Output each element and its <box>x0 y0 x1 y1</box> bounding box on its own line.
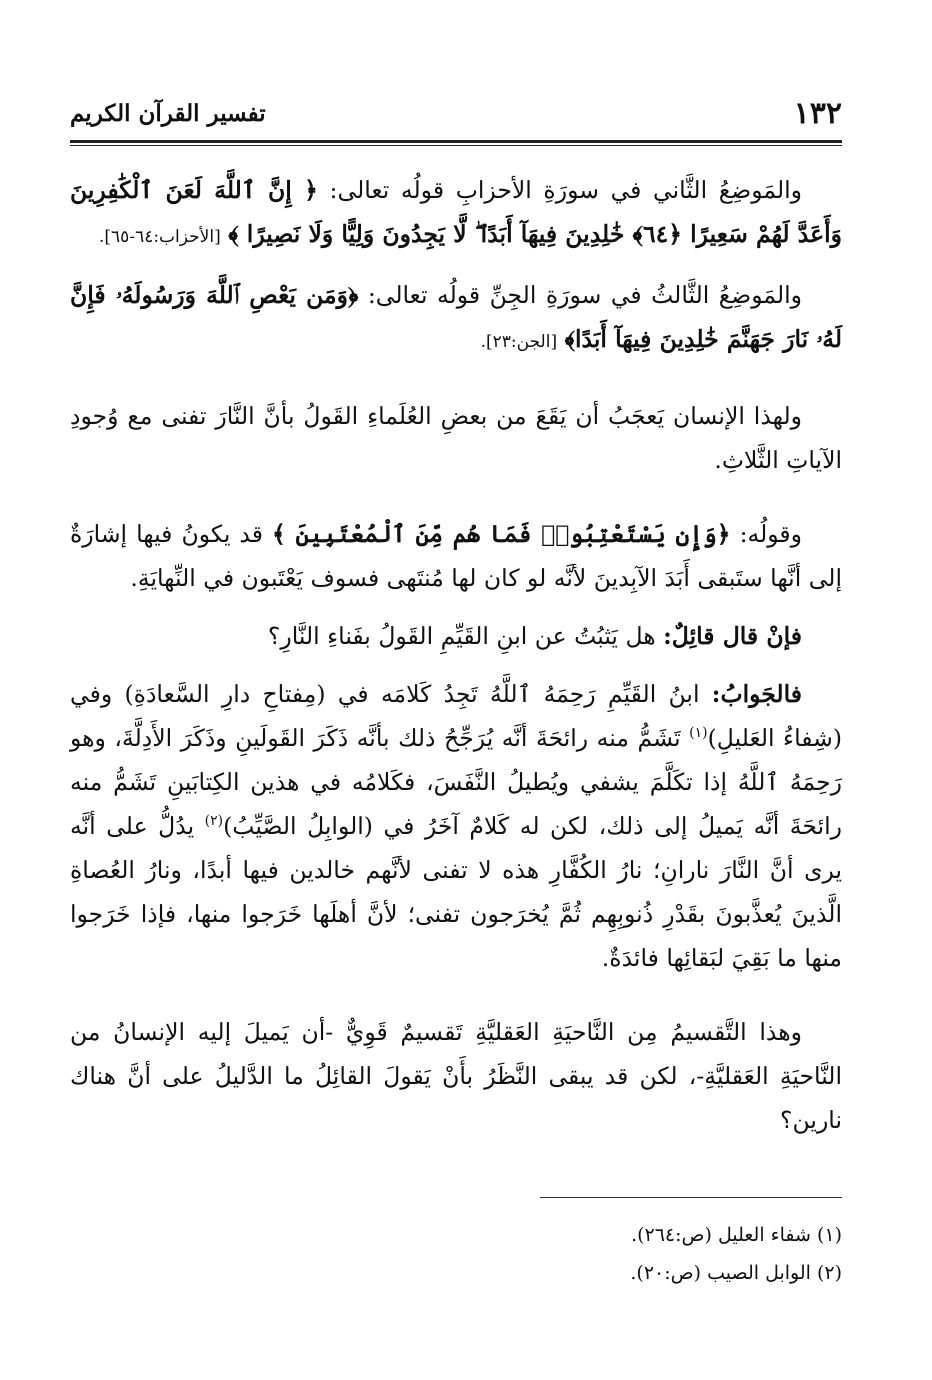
question-lead: فإنْ قال قائِلٌ: <box>663 622 802 650</box>
paragraph-text: ولهذا الإنسان يَعجَبُ أن يَقَعَ من بعضِ العُلَماءِ القَولُ بأنَّ النَّارَ تفنى مع وُجودِ الآياتِ الثَّلاثِ. <box>70 402 842 474</box>
quran-verse: ﴿وَمَن يَعْصِ ٱللَّهَ وَرَسُولَهُۥ فَإِنَّ لَهُۥ نَارَ جَهَنَّمَ خَٰلِدِينَ فِيهَآ أَبَدًا﴾ <box>70 281 842 353</box>
paragraph-text: وهذا التَّقسيمُ مِن النَّاحيَةِ العَقليَّةِ تَقسيمٌ قَوِيٌّ -أن يَميلَ إليه الإنسانُ من النَّاحيَةِ العَقليَّةِ-، لكن قد يبقى النَّظَرُ بأَنْ يَقولَ القائِلُ ما الدَّليلُ على أنَّ هناك نارين؟ <box>70 1018 842 1134</box>
header-rule <box>70 140 842 143</box>
answer-lead: فالجَوابُ: <box>711 680 802 708</box>
footnote-rule <box>540 1197 842 1198</box>
paragraph-text: يدُلُّ على أنَّه يرى أنَّ النَّارَ نارانِ؛ نارُ الكُفَّارِ هذه لا تفنى لأنَّهم خالدين فيها أبدًا، ونارُ العُصاةِ الَّذينَ يُعذَّبونَ بقَدْرِ ذُنوبِهِم ثُمَّ يُخرَجون تفنى؛ لأنَّ أهلَها خَرَجوا منها، فإذا خَرَجوا منها ما بَقِيَ لبَقائِها فائدَةٌ. <box>70 812 842 972</box>
paragraph-jinn <box>70 273 842 364</box>
paragraph-division <box>70 1010 842 1142</box>
paragraph-text: والمَوضِعُ الثَّالثُ في سورَةِ الجِنِّ قولُه تعالى: <box>358 281 802 309</box>
paragraph-ahzab <box>70 168 842 259</box>
footnote-2: (٢) الوابل الصيب (ص:٢٠). <box>630 1262 842 1284</box>
paragraph-yastatibu <box>70 512 842 600</box>
paragraph-text: قد يكونُ فيها إشارَةٌ إلى أنَّها ستَبقى أَبَدَ الآبِدينَ لأنَّه لو كان لها مُنتَهى فسوف يَعْتَبون في النِّهايَةِ. <box>70 520 842 592</box>
header-rule-thin <box>70 145 842 146</box>
paragraph-text: تَشَمُّ منه رائحَةَ أنَّه يُرَجِّحُ ذلك بأنَّه ذَكَرَ القَولَينِ وذَكَرَ الأَدِلَّةَ، وهو رَحِمَهُ ٱللَّهُ إذا تكَلَّمَ يشفي ويُطيلُ النَّفَسَ، فكَلامُه في هذين الكِتابَينِ تَشَمُّ منه رائحَةَ أنَّه يَميلُ إلى ذلك، لكن له كَلامٌ آخَرُ في (الوابِلُ الصَّيِّبُ) <box>70 724 842 840</box>
footnote-marker-1: (١) <box>689 725 708 742</box>
footnote-marker-2: (٢) <box>204 813 224 830</box>
page-header <box>70 96 842 138</box>
footnote-1: (١) شفاء العليل (ص:٢٦٤). <box>631 1224 842 1246</box>
verse-reference: [الجن:٢٣]. <box>480 332 558 352</box>
book-title: تفسير القرآن الكريم <box>70 100 266 127</box>
body-text <box>70 168 842 1156</box>
quran-verse: ﴿وَإِن يَسْتَعْتِبُوا۟ فَمَا هُم مِّنَ ٱلْمُعْتَبِينَ ﴾ <box>272 520 731 548</box>
paragraph-text: والمَوضِعُ الثَّاني في سورَةِ الأحزابِ قولُه تعالى: <box>317 176 802 204</box>
quran-verse: ﴿ إِنَّ ٱللَّهَ لَعَنَ ٱلْكَٰفِرِينَ وَأَعَدَّ لَهُمْ سَعِيرًا ﴿٦٤﴾ خَٰلِدِينَ فِيهَآ أَبَدًا ۖ لَّا يَجِدُونَ وَلِيًّا وَلَا نَصِيرًا ﴾ <box>70 176 842 248</box>
page-number: ١٣٢ <box>793 96 842 131</box>
footnotes <box>70 1216 842 1292</box>
paragraph-text: وقولُه: <box>730 520 802 548</box>
paragraph-three-verses <box>70 394 842 482</box>
paragraph-answer <box>70 672 842 980</box>
verse-reference: [الأحزاب:٦٤-٦٥]. <box>99 227 221 247</box>
paragraph-text: ابنُ القَيِّمِ رَحِمَهُ ٱللَّهُ تَجِدُ كَلامَه في (مِفتاحِ دارِ السَّعادَةِ) وفي (شِفاءُ العَليلِ) <box>70 680 842 752</box>
paragraph-question <box>70 614 842 658</box>
paragraph-text: هل يَثبُتُ عن ابنِ القَيِّمِ القَولُ بفَناءِ النَّارِ؟ <box>267 622 664 650</box>
